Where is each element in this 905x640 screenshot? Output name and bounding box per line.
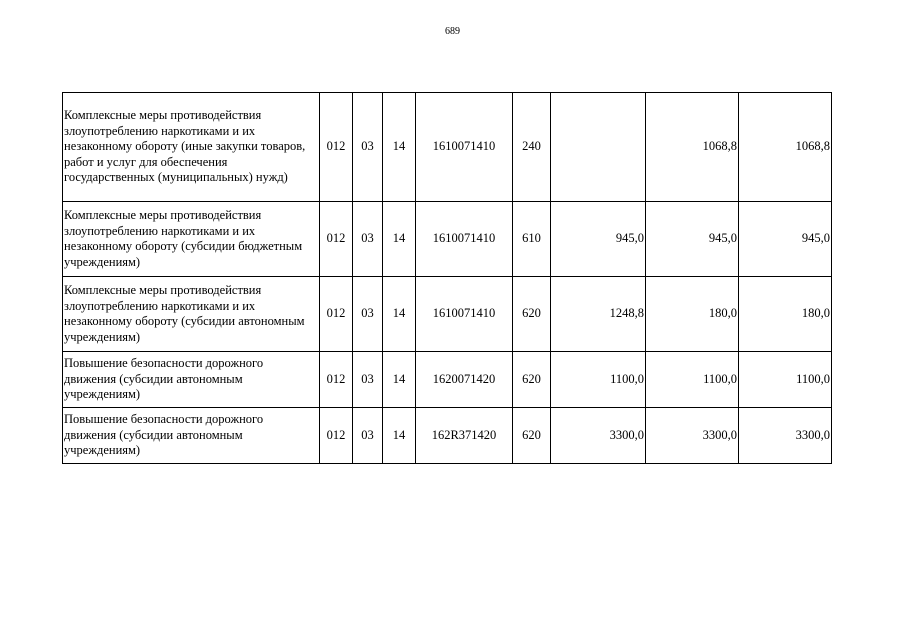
section-code-cell: 03 <box>353 93 383 202</box>
ministry-code-cell: 012 <box>320 277 353 352</box>
expense-type-cell: 620 <box>513 277 551 352</box>
section-code-cell: 03 <box>353 408 383 464</box>
expense-name-cell: Повышение безопасности дорожного движения (субсидии автономным учреждениям) <box>63 352 320 408</box>
target-article-cell: 162R371420 <box>416 408 513 464</box>
target-article-cell: 1620071420 <box>416 352 513 408</box>
ministry-code-cell: 012 <box>320 352 353 408</box>
amount-1-cell <box>551 93 646 202</box>
subsection-code-cell: 14 <box>383 93 416 202</box>
table-row <box>63 93 832 202</box>
target-article-cell: 1610071410 <box>416 202 513 277</box>
amount-2-cell: 1100,0 <box>646 352 739 408</box>
amount-3-cell: 3300,0 <box>739 408 832 464</box>
amount-3-cell: 180,0 <box>739 277 832 352</box>
ministry-code-cell: 012 <box>320 93 353 202</box>
expense-name-cell: Повышение безопасности дорожного движения (субсидии автономным учреждениям) <box>63 408 320 464</box>
expense-name-cell: Комплексные меры противодействия злоупотреблению наркотиками и их незаконному обороту (субсидии автономным учреждениям) <box>63 277 320 352</box>
page-number: 689 <box>445 26 460 37</box>
subsection-code-cell: 14 <box>383 352 416 408</box>
table-row <box>63 352 832 408</box>
expense-type-cell: 620 <box>513 352 551 408</box>
ministry-code-cell: 012 <box>320 202 353 277</box>
amount-2-cell: 1068,8 <box>646 93 739 202</box>
section-code-cell: 03 <box>353 352 383 408</box>
section-code-cell: 03 <box>353 202 383 277</box>
amount-3-cell: 1068,8 <box>739 93 832 202</box>
table-row <box>63 202 832 277</box>
expense-type-cell: 610 <box>513 202 551 277</box>
amount-1-cell: 945,0 <box>551 202 646 277</box>
table-row <box>63 277 832 352</box>
amount-1-cell: 3300,0 <box>551 408 646 464</box>
subsection-code-cell: 14 <box>383 202 416 277</box>
amount-3-cell: 1100,0 <box>739 352 832 408</box>
budget-table <box>62 92 832 464</box>
amount-1-cell: 1248,8 <box>551 277 646 352</box>
expense-type-cell: 620 <box>513 408 551 464</box>
amount-1-cell: 1100,0 <box>551 352 646 408</box>
amount-3-cell: 945,0 <box>739 202 832 277</box>
amount-2-cell: 945,0 <box>646 202 739 277</box>
ministry-code-cell: 012 <box>320 408 353 464</box>
table-row <box>63 408 832 464</box>
subsection-code-cell: 14 <box>383 277 416 352</box>
expense-name-cell: Комплексные меры противодействия злоупотреблению наркотиками и их незаконному обороту (иные закупки товаров, работ и услуг для обеспечения государственных (муниципальных) нужд) <box>63 93 320 202</box>
amount-2-cell: 3300,0 <box>646 408 739 464</box>
section-code-cell: 03 <box>353 277 383 352</box>
target-article-cell: 1610071410 <box>416 93 513 202</box>
target-article-cell: 1610071410 <box>416 277 513 352</box>
expense-name-cell: Комплексные меры противодействия злоупотреблению наркотиками и их незаконному обороту (субсидии бюджетным учреждениям) <box>63 202 320 277</box>
amount-2-cell: 180,0 <box>646 277 739 352</box>
subsection-code-cell: 14 <box>383 408 416 464</box>
expense-type-cell: 240 <box>513 93 551 202</box>
